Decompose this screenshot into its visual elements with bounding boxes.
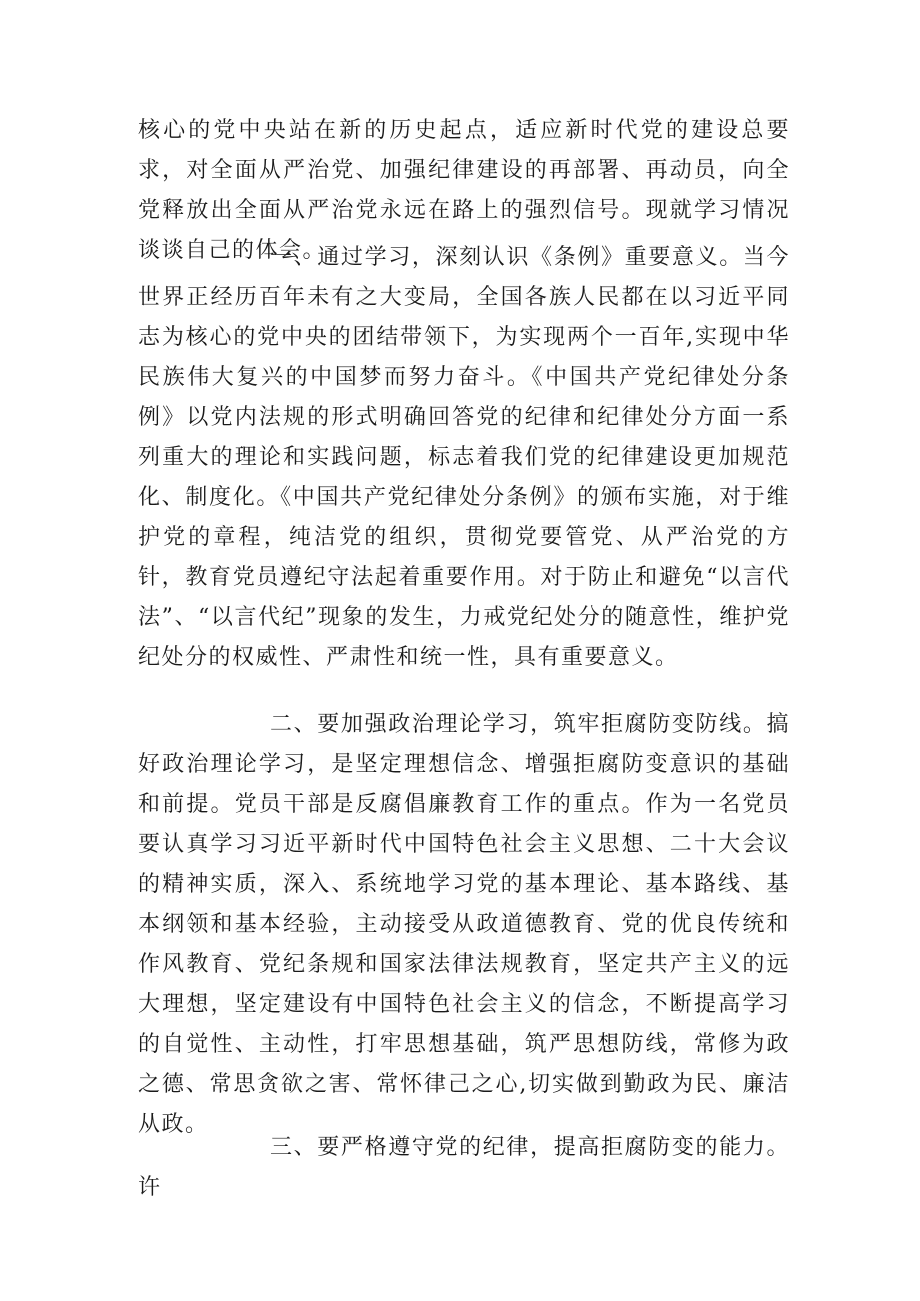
paragraph-continuation: 核心的党中央站在新的历史起点，适应新时代党的建设总要求，对全面从严治党、加强纪律建设的再部署、再动员，向全党释放出全面从严治党永远在路上的强烈信号。现就学习情况谈谈自己的体会。 <box>138 118 790 263</box>
paragraph-section-one: 一、通过学习，深刻认识《条例》重要意义。当今世界正经历百年未有之大变局，全国各族人民都在以习近平同志为核心的党中央的团结带领下，为实现两个一百年,实现中华民族伟大复兴的中国梦而努力奋斗。《中国共产党纪律处分条例》以党内法规的形式明确回答党的纪律和纪律处分方面一系列重大的理论和实践问题，标志着我们党的纪律建设更加规范化、制度化。《中国共产党纪律处分条例》的颁布实施，对于维护党的章程，纯洁党的组织，贯彻党要管党、从严治党的方针，教育党员遵纪守法起着重要作用。对于防止和避免“以言代法”、“以言代纪”现象的发生，力戒党纪处分的随意性，维护党纪处分的权威性、严肃性和统一性，具有重要意义。 <box>138 245 790 670</box>
paragraph-section-two: 二、要加强政治理论学习，筑牢拒腐防变防线。搞好政治理论学习，是坚定理想信念、增强拒腐防变意识的基础和前提。党员干部是反腐倡廉教育工作的重点。作为一名党员要认真学习习近平新时代中国特色社会主义思想、二十大会议的精神实质，深入、系统地学习党的基本理论、基本路线、基本纲领和基本经验，主动接受从政道德教育、党的优良传统和作风教育、党纪条规和国家法律法规教育，坚定共产主义的远大理想，坚定建设有中国特色社会主义的信念，不断提高学习的自觉性、主动性，打牢思想基础，筑严思想防线，常修为政之德、常思贪欲之害、常怀律己之心,切实做到勤政为民、廉洁从政。 <box>138 712 790 1137</box>
paragraph-section-three: 三、要严格遵守党的纪律，提高拒腐防变的能力。许 <box>138 1135 790 1200</box>
